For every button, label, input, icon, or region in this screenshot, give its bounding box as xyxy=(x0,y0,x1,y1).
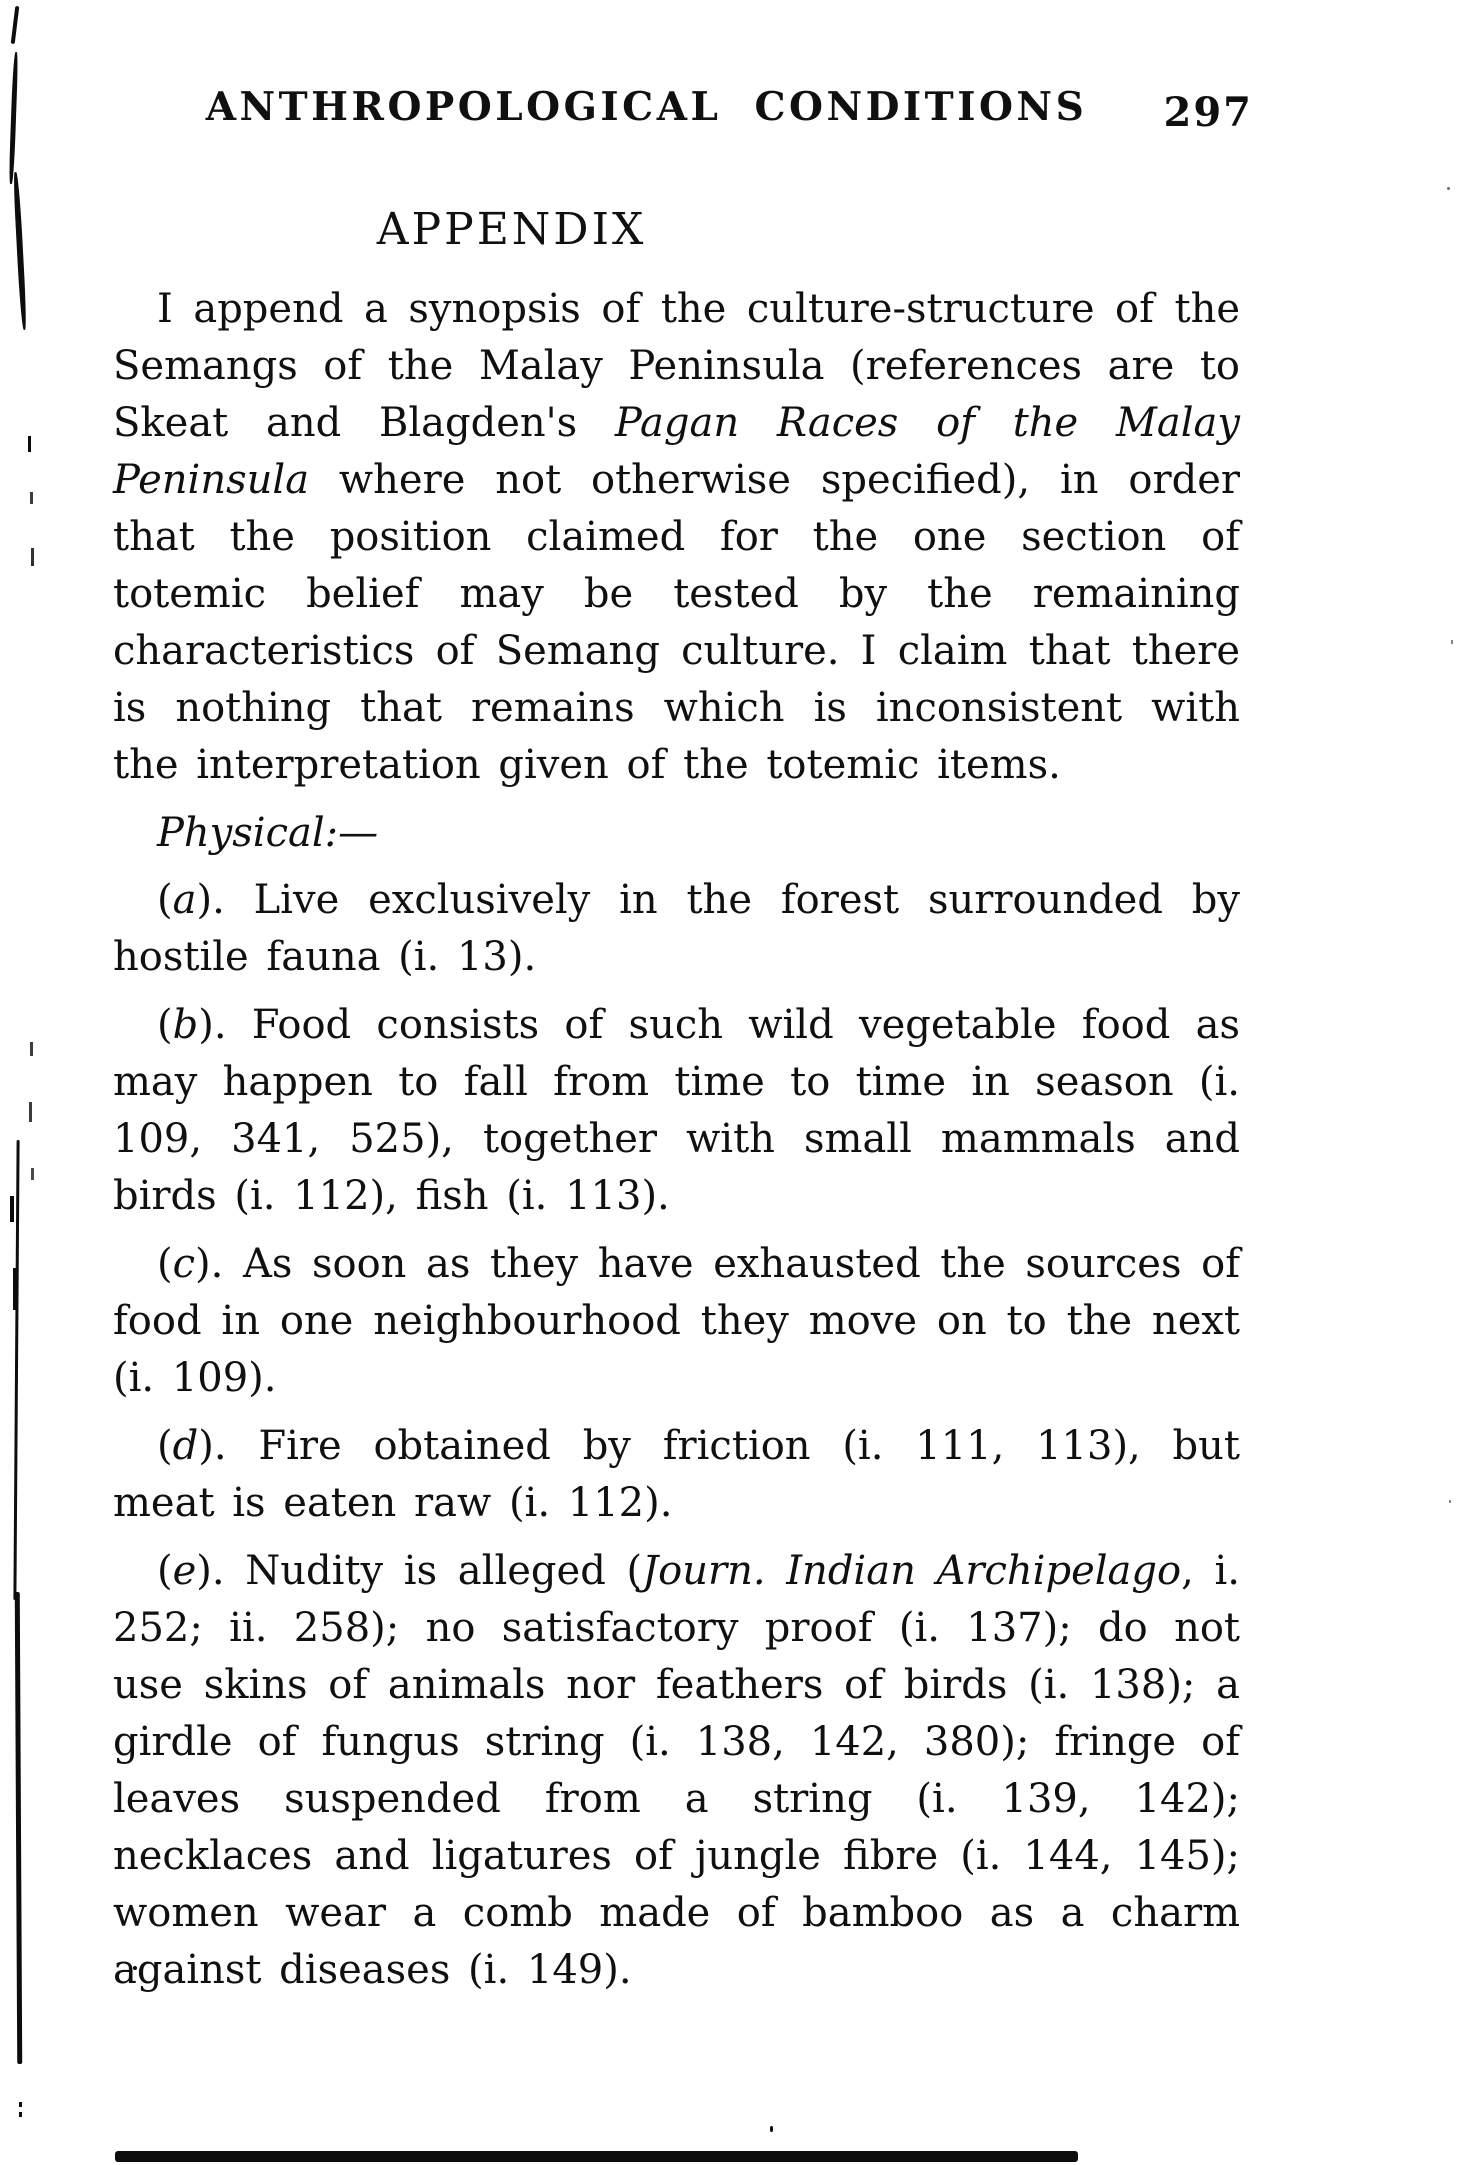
text: ( xyxy=(157,1423,173,1469)
italic-text: Physical:— xyxy=(157,810,379,856)
scan-artifact xyxy=(13,172,27,330)
scan-artifact xyxy=(10,1196,14,1222)
scan-artifact xyxy=(19,2112,22,2117)
paragraph-item-a xyxy=(113,872,1240,986)
italic-text: d xyxy=(172,1423,199,1469)
scan-artifact xyxy=(19,2102,22,2107)
scan-artifact xyxy=(13,1140,19,1600)
text: ). As soon as they have exhausted the sources of food in one neighbourhood they move on to the next (i. 109). xyxy=(113,1241,1240,1401)
text: ). Nudity is alleged ( xyxy=(196,1548,643,1594)
scan-artifact xyxy=(29,1102,32,1122)
italic-text: e xyxy=(172,1548,197,1594)
text: ). Food consists of such wild vegetable food as may happen to fall from time to time in season (i. 109, 341, 525), together with small mammals and birds (i. 112), fish (i. 113). xyxy=(113,1002,1240,1219)
scan-artifact xyxy=(28,436,31,452)
text-column xyxy=(113,84,1253,2010)
scan-artifact xyxy=(11,6,20,44)
scan-artifact xyxy=(1451,640,1453,644)
running-header xyxy=(113,84,1253,140)
text: ( xyxy=(157,1002,173,1048)
paragraph-item-d xyxy=(113,1418,1240,1532)
scan-artifact xyxy=(9,52,19,184)
italic-text: a xyxy=(172,877,197,923)
paragraph-item-c xyxy=(113,1236,1240,1407)
text: , i. 252; ii. 258); no satisfactory proof (i. 137); do not use skins of animals nor feathers of birds (i. 138); a girdle of fungus string (i. 138, 142, 380); fringe of leaves suspended from a string (i. 139, 142); necklaces and ligatures of jungle fibre (i. 144, 145); women wear a comb made of bamboo as a charm against diseases (i. 149). xyxy=(113,1548,1241,1993)
page-number: 297 xyxy=(1163,89,1253,136)
text: ( xyxy=(157,1241,173,1287)
text: ( xyxy=(157,877,173,923)
body-paragraphs xyxy=(113,281,1240,1999)
scan-artifact xyxy=(30,492,33,504)
scan-artifact xyxy=(30,1042,33,1056)
running-header-title: ANTHROPOLOGICAL CONDITIONS xyxy=(205,84,1088,130)
paragraph-item-e xyxy=(113,1543,1240,1999)
scan-artifact xyxy=(31,548,34,566)
italic-text: Journ. Indian Archipelago xyxy=(642,1548,1182,1594)
paragraph-intro xyxy=(113,281,1240,794)
italic-text: Pagan Races of the Malay Peninsula xyxy=(113,400,1241,503)
text: I append a synopsis of the culture-structure of the Semangs of the Malay Peninsula (references are to Skeat and Blagden's xyxy=(113,286,1240,446)
scan-artifact xyxy=(770,2126,773,2132)
section-title: APPENDIX xyxy=(376,204,647,255)
italic-text: c xyxy=(172,1241,196,1287)
paragraph-item-b xyxy=(113,997,1240,1225)
text: where not otherwise specified), in order that the position claimed for the one section of totemic belief may be tested by the remaining characteristics of Semang culture. I claim that there is nothing that remains which is inconsistent with the interpretation given of the totemic items. xyxy=(113,457,1240,788)
scan-artifact-bottom-bar xyxy=(115,2151,1078,2162)
scan-artifact xyxy=(1447,187,1450,190)
scan-artifact xyxy=(1449,1500,1451,1503)
text: ). Live exclusively in the forest surrounded by hostile fauna (i. 13). xyxy=(113,877,1240,980)
text: ( xyxy=(157,1548,173,1594)
scan-artifact xyxy=(15,1592,22,2064)
text: ). Fire obtained by friction (i. 111, 113), but meat is eaten raw (i. 112). xyxy=(113,1423,1240,1526)
paragraph-physical-heading xyxy=(113,805,1240,862)
italic-text: b xyxy=(172,1002,199,1048)
scan-artifact xyxy=(31,1168,34,1180)
